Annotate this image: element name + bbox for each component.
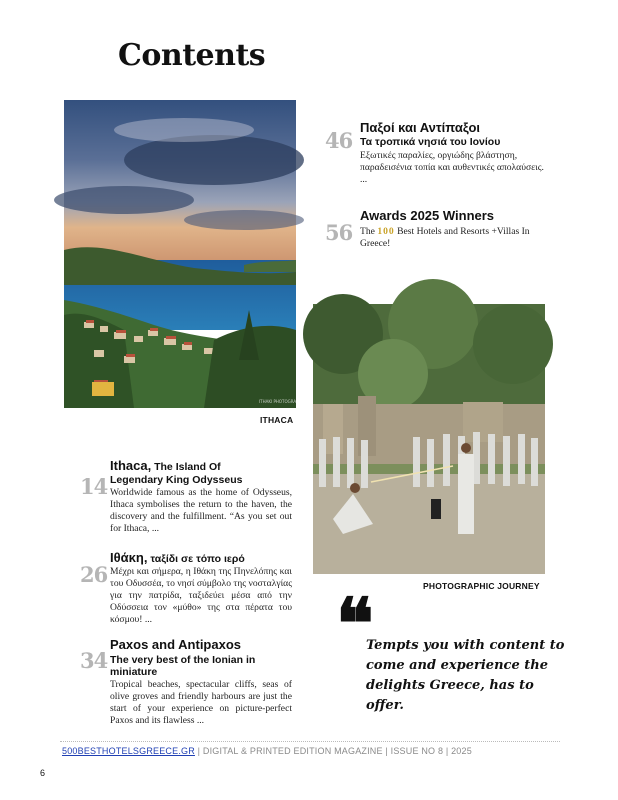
footer-divider (60, 741, 560, 742)
page-title: Contents (118, 38, 266, 73)
entry-title: Ithaca, The Island Of (110, 458, 221, 473)
website-link[interactable]: 500BESTHOTELSGREECE.GR (62, 746, 195, 756)
ithaca-caption: ITHACA (260, 415, 294, 425)
entry-title: Paxos and Antipaxos (110, 637, 241, 652)
entry-number: 56 (325, 220, 353, 245)
entry-title-line2: Legendary King Odysseus (110, 474, 243, 486)
quote-mark: ❝ (336, 582, 374, 665)
journey-photo (313, 304, 545, 574)
entry-subtitle: The very best of the Ionian in miniature (110, 654, 256, 678)
entry-title: Awards 2025 Winners (360, 208, 495, 223)
entry-subtitle: Τα τροπικά νησιά του Ιονίου (360, 136, 501, 148)
entry-text: Tropical beaches, spectacular cliffs, seas of olive groves and friendly harbours are just the start of your experience on picture-perfect Paxos and its flawless ... (110, 679, 292, 726)
journey-caption: PHOTOGRAPHIC JOURNEY (423, 581, 540, 591)
entry-number: 26 (80, 562, 108, 587)
pull-quote: Tempts you with content to come and experience the delights Greece, has to offer. (366, 638, 565, 713)
entry-text: The 100 Best Hotels and Resorts +Villas In Greece! (360, 226, 530, 249)
footer (62, 746, 472, 756)
ithaca-photo (64, 100, 304, 408)
entry-number: 46 (325, 128, 353, 153)
entry-number: 34 (80, 648, 108, 673)
entry-text: Μέχρι και σήμερα, η Ιθάκη της Πηνελόπης και του Οδυσσέα, το νησί σύμβολο της νοσταλγίας για την πατρίδα, ταξιδεύει μέσα από την Οδύσσεια τον «μύθο» της στα πέρατα του κόσμου! ... (110, 566, 292, 625)
photo-watermark: ITHAKI PHOTOGRAPHY (259, 399, 304, 404)
entry-text: Worldwide famous as the home of Odysseus, Ithaca symbolises the return to the haven, the discovery and the fulfillment. “As you set out for Ithaca, ... (110, 487, 292, 534)
entry-title: Ιθάκη, ταξίδι σε τόπο ιερό (110, 550, 245, 565)
entry-title: Παξοί και Αντίπαξοι (360, 120, 481, 135)
page-number: 6 (40, 768, 46, 778)
entry-number: 14 (80, 474, 108, 499)
footer-text: | DIGITAL & PRINTED EDITION MAGAZINE | ISSUE NO 8 | 2025 (194, 746, 472, 756)
entry-text: Εξωτικές παραλίες, οργιώδης βλάστηση, παραδεισένια τοπία και αυθεντικές απολαύσεις. ... (360, 150, 544, 185)
highlight-number: 100 (377, 226, 395, 237)
